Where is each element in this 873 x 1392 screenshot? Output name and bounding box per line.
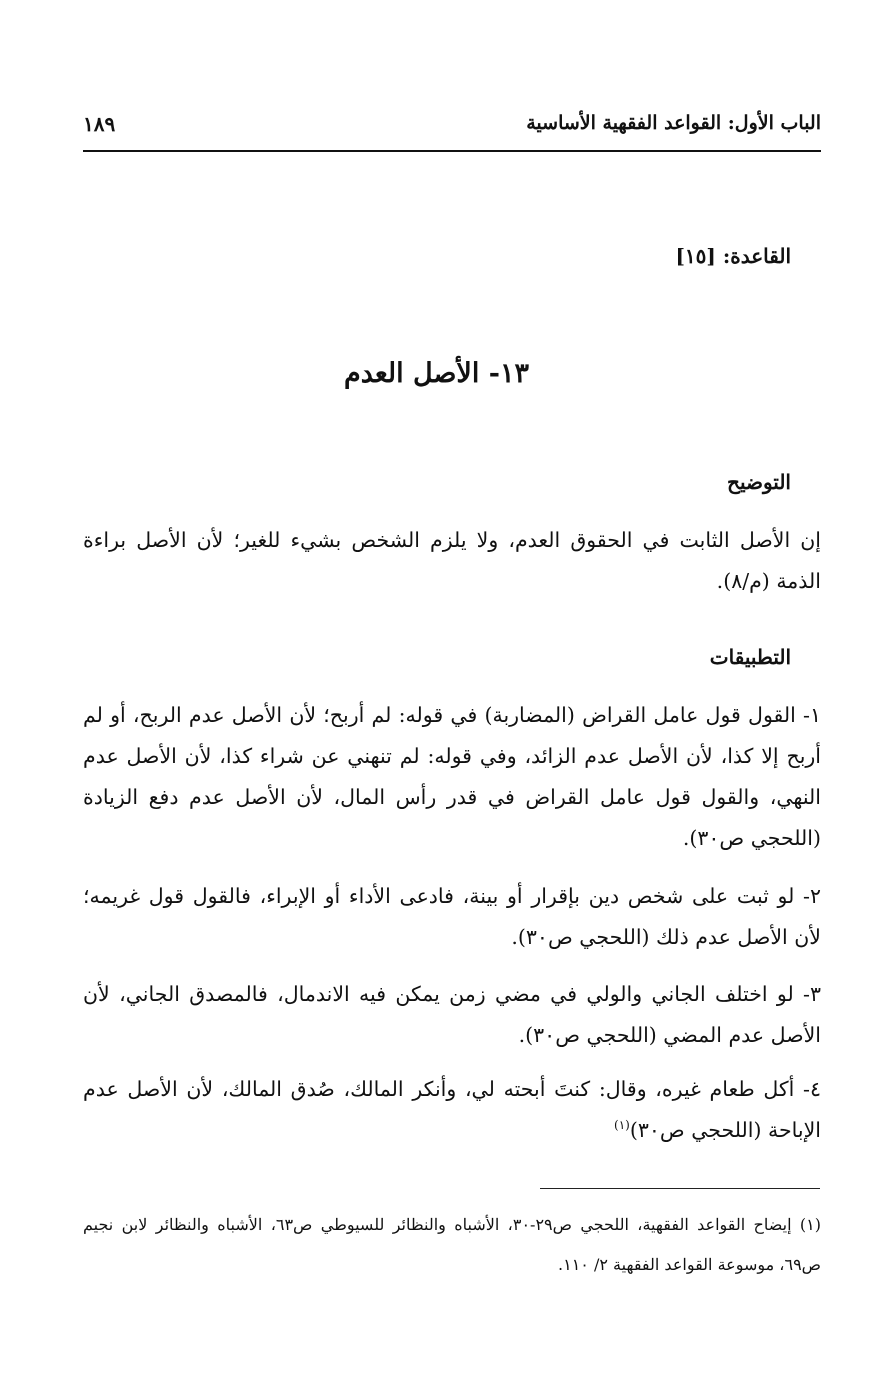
application-item-4-text: ٤- أكل طعام غيره، وقال: كنتَ أبحته لي، وأنكر المالك، صُدق المالك، لأن الأصل عدم الإباحة (اللحجي ص٣٠) [83,1077,821,1142]
explanation-heading: التوضيح [727,470,791,494]
application-item-3: ٣- لو اختلف الجاني والولي في مضي زمن يمكن فيه الاندمال، فالمصدق الجاني، لأن الأصل عدم المضي (اللحجي ص٣٠). [83,982,821,1047]
explanation-paragraph: إن الأصل الثابت في الحقوق العدم، ولا يلزم الشخص بشيء للغير؛ لأن الأصل براءة الذمة (م/٨). [83,528,821,593]
applications-heading: التطبيقات [709,645,791,669]
application-item-4 [83,1069,821,1151]
footnote-divider [540,1188,820,1189]
application-item-2: ٢- لو ثبت على شخص دين بإقرار أو بينة، فادعى الأداء أو الإبراء، فالقول قول غريمه؛ لأن الأصل عدم ذلك (اللحجي ص٣٠). [83,884,821,949]
footnote: (١) إيضاح القواعد الفقهية، اللحجي ص٢٩-٣٠، الأشباه والنظائر للسيوطي ص٦٣، الأشباه والنظائر لابن نجيم ص٦٩، موسوعة القواعد الفقهية ٢/ ١١٠. [83,1215,821,1274]
footnote-reference: (١) [614,1118,630,1133]
rule-title: ١٣- الأصل العدم [344,358,529,389]
rule-label-text: القاعدة: [722,244,791,268]
rule-number: [١٥] [675,244,716,268]
rule-label [675,244,791,268]
application-item-1: ١- القول قول عامل القراض (المضاربة) في قوله: لم أربح؛ لأن الأصل عدم الربح، أو لم أربح إلا كذا، لأن الأصل عدم الزائد، وفي قوله: لم تنهني عن شراء كذا، لأن الأصل عدم النهي، والقول قول عامل القراض في قدر رأس المال، لأن الأصل عدم دفع الزيادة (اللحجي ص٣٠). [83,703,821,850]
running-header [83,112,821,152]
chapter-title: الباب الأول: القواعد الفقهية الأساسية [526,112,821,134]
page-number: ١٨٩ [83,112,116,136]
